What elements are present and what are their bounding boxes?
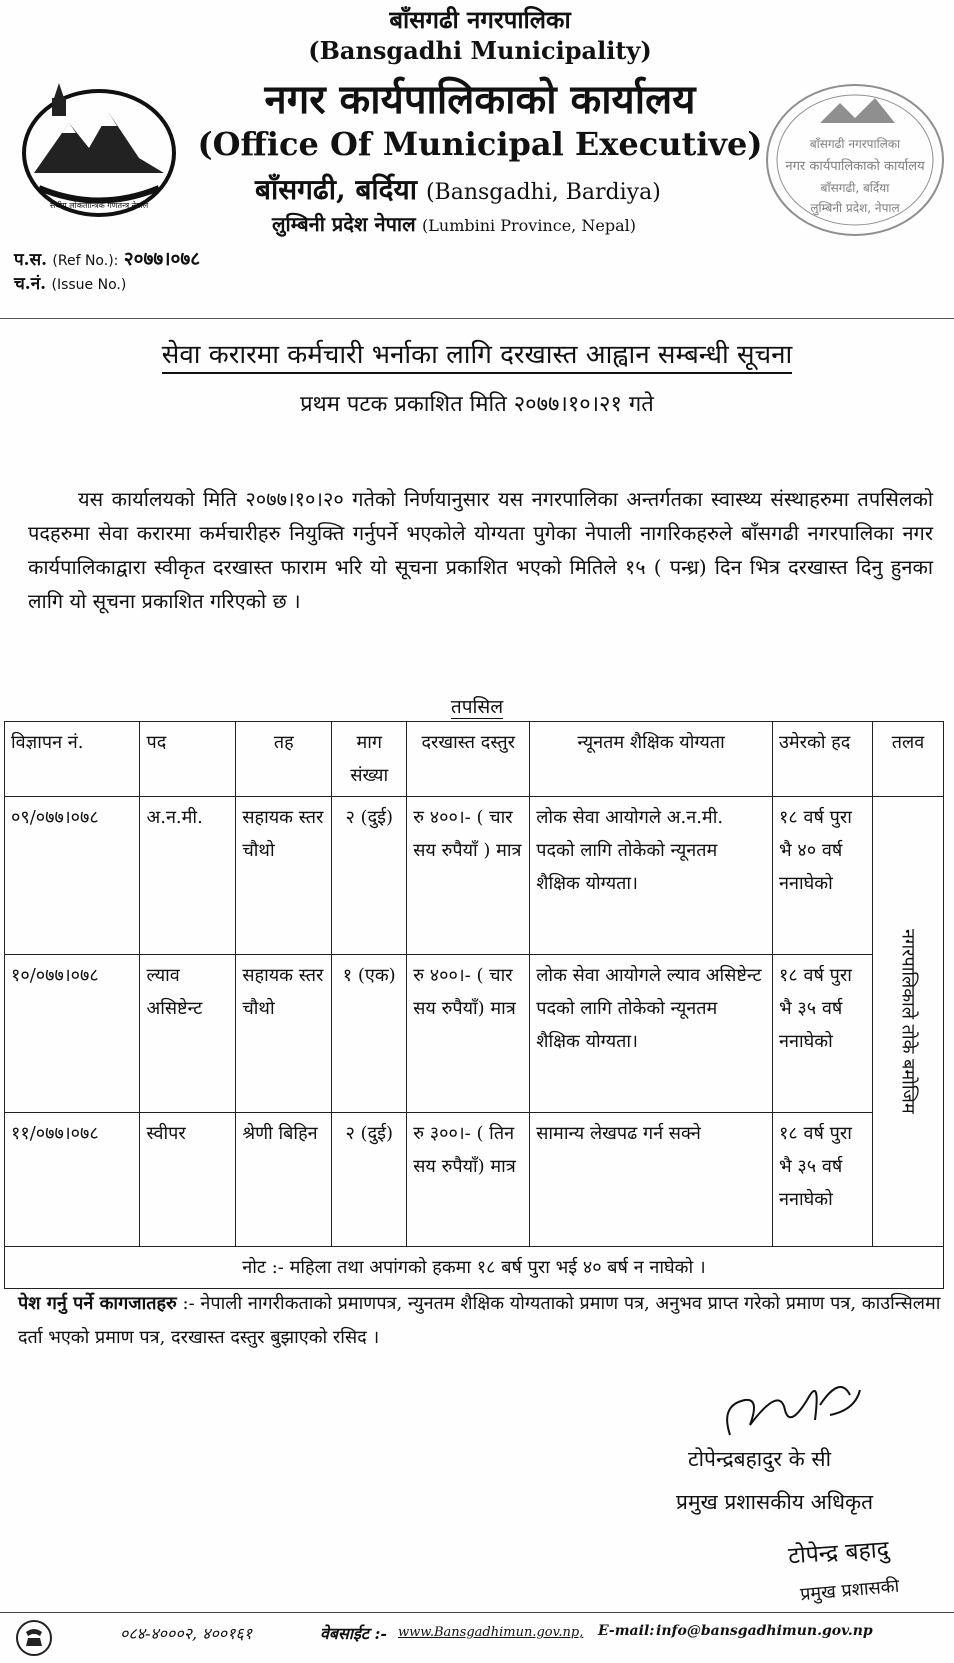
table-header-row — [5, 722, 944, 797]
cell-ad-no: ११/०७७।०७८ — [5, 1113, 140, 1247]
cell-level: श्रेणी बिहिन — [236, 1113, 332, 1247]
cell-post: ल्याव असिष्टेन्ट — [140, 955, 236, 1113]
footer-divider — [0, 1612, 954, 1613]
cell-age: १८ वर्ष पुरा भै ४० वर्ष ननाघेको — [773, 797, 873, 955]
header-post: पद — [140, 722, 236, 797]
cell-qualification: सामान्य लेखपढ गर्न सक्ने — [530, 1113, 773, 1247]
cell-demand: १ (एक) — [332, 955, 407, 1113]
cell-level: सहायक स्तर चौथो — [236, 955, 332, 1113]
header-ad-no: विज्ञापन नं. — [5, 722, 140, 797]
office-name-en: (Office Of Municipal Executive) — [197, 125, 763, 163]
signature-icon — [690, 1365, 890, 1450]
cell-age: १८ वर्ष पुरा भै ३५ वर्ष ननाघेको — [773, 955, 873, 1113]
province-np: लुम्बिनी प्रदेश नेपाल — [272, 212, 416, 236]
issue-label-en: (Issue No.) — [51, 277, 127, 293]
location-np: बाँसगढी, बर्दिया — [255, 173, 418, 206]
cell-fee: रु ४००।- ( चार सय रुपैयाँ) मात्र — [407, 955, 530, 1113]
stamp-line-2: नगर कार्यपालिकाको कार्यालय — [785, 159, 925, 174]
signatory-name: टोपेन्द्रबहादुर के सी — [688, 1447, 832, 1471]
documents-label: पेश गर्नु पर्ने कागजातहरु — [18, 1293, 177, 1314]
issue-label-np: च.नं. — [14, 274, 47, 294]
cell-post: स्वीपर — [140, 1113, 236, 1247]
header-level: तह — [236, 722, 332, 797]
municipality-name-np: बाँसगढी नगरपालिका — [389, 5, 571, 34]
notice-body: यस कार्यालयको मिति २०७७।१०।२० गतेको निर्णयानुसार यस नगरपालिका अन्तर्गतका स्वास्थ्य संस्थाहरुमा तपसिलको पदहरुमा सेवा करारमा कर्मचारीहरु नियुक्ति गर्नुपर्ने भएकोले योग्यता पुगेका नेपाली नागरिकहरुले बाँसगढी नगरपालिका नगर कार्यपालिकाद्वारा स्वीकृत दरखास्त फाराम भरि यो सूचना प्रकाशित भएको मितिले १५ ( पन्ध्र) दिन भित्र दरखास्त दिनु हुनका लागि यो सूचना प्रकाशित गरिएको छ । — [28, 487, 933, 613]
header-divider — [0, 318, 954, 319]
municipality-name-en: (Bansgadhi Municipality) — [308, 36, 652, 65]
cell-salary: नगरपालिकाले तोके बमोजिम — [873, 797, 944, 1247]
documents-text: :- नेपाली नागरीकताको प्रमाणपत्र, न्युनतम शैक्षिक योग्यताको प्रमाण पत्र, अनुभव प्राप्त गरेको प्रमाण पत्र, काउन्सिलमा दर्ता भएको प्रमाण पत्र, दरखास्त दस्तुर बुझाएको रसिद । — [18, 1293, 941, 1348]
cell-level: सहायक स्तर चौथो — [236, 797, 332, 955]
emblem-text: संघीय लोकतान्त्रिक गणतन्त्र नेपाल — [49, 201, 149, 210]
table-row — [5, 797, 944, 955]
cell-qualification: लोक सेवा आयोगले अ.न.मी. पदको लागि तोकेको न्यूनतम शैक्षिक योग्यता। — [530, 797, 773, 955]
details-heading: तपसिल — [450, 696, 504, 718]
header-age: उमेरको हद — [773, 722, 873, 797]
name-stamp: टोपेन्द्र बहादु — [787, 1536, 890, 1570]
cell-post: अ.न.मी. — [140, 797, 236, 955]
stamp-line-3: बाँसगढी, बर्दिया — [820, 181, 890, 195]
cell-demand: २ (दुई) — [332, 1113, 407, 1247]
table-row — [5, 1113, 944, 1247]
cell-ad-no: १०/०७७।०७८ — [5, 955, 140, 1113]
stamp-line-4: लुम्बिनी प्रदेश, नेपाल — [810, 201, 900, 215]
ref-label-np: प.स. — [14, 250, 47, 270]
cell-fee: रु ४००।- ( चार सय रुपैयाँ ) मात्र — [407, 797, 530, 955]
header-qualification: न्यूनतम शैक्षिक योग्यता — [530, 722, 773, 797]
email-label: E-mail: — [598, 1623, 655, 1639]
email-link[interactable]: info@bansgadhimun.gov.np — [656, 1623, 873, 1639]
required-documents — [18, 1287, 943, 1355]
header-demand: माग संख्या — [332, 722, 407, 797]
table-row — [5, 955, 944, 1113]
header-salary: तलव — [873, 722, 944, 797]
website-link[interactable]: www.Bansgadhimun.gov.np, — [398, 1625, 584, 1640]
cell-ad-no: ०९/०७७।०७८ — [5, 797, 140, 955]
header-fee: दरखास्त दस्तुर — [407, 722, 530, 797]
ref-value: २०७७।०७८ — [123, 248, 201, 270]
location-en: (Bansgadhi, Bardiya) — [425, 180, 661, 205]
notice-title: सेवा करारमा कर्मचारी भर्नाका लागि दरखास्त आह्वान सम्बन्धी सूचना — [0, 335, 954, 371]
issue-line — [14, 271, 126, 294]
ref-line — [14, 245, 200, 271]
province-en: (Lumbini Province, Nepal) — [422, 216, 636, 235]
table-footnote: नोट :- महिला तथा अपांगको हकमा १८ बर्ष पुरा भई ४० बर्ष न नाघेको । — [5, 1247, 944, 1289]
first-published-date: प्रथम पटक प्रकाशित मिति २०७७।१०।२१ गते — [300, 392, 654, 417]
stamp-line-1: बाँसगढी नगरपालिका — [809, 137, 901, 151]
office-name-np: नगर कार्यपालिकाको कार्यालय — [264, 76, 696, 123]
cell-fee: रु ३००।- ( तिन सय रुपैयाँ) मात्र — [407, 1113, 530, 1247]
cell-age: १८ वर्ष पुरा भै ३५ वर्ष ननाघेको — [773, 1113, 873, 1247]
location-line — [255, 170, 661, 208]
title-stamp: प्रमुख प्रशासकी — [799, 1575, 901, 1606]
footer-phone: ०८४-४०००२, ४००१६१ — [120, 1624, 253, 1643]
office-stamp-icon — [760, 78, 950, 243]
website-label: वेबसाईट :- — [320, 1624, 388, 1643]
cell-qualification: लोक सेवा आयोगले ल्याव असिष्टेन्ट पदको लागि तोकेको न्यूनतम शैक्षिक योग्यता। — [530, 955, 773, 1113]
vacancy-table — [4, 721, 944, 1289]
table-note-row — [5, 1247, 944, 1289]
ref-label-en: (Ref No.): — [52, 253, 119, 269]
province-line — [272, 210, 636, 237]
signatory-designation: प्रमुख प्रशासकीय अधिकृत — [676, 1490, 874, 1514]
phone-icon — [16, 1620, 52, 1656]
cell-demand: २ (दुई) — [332, 797, 407, 955]
